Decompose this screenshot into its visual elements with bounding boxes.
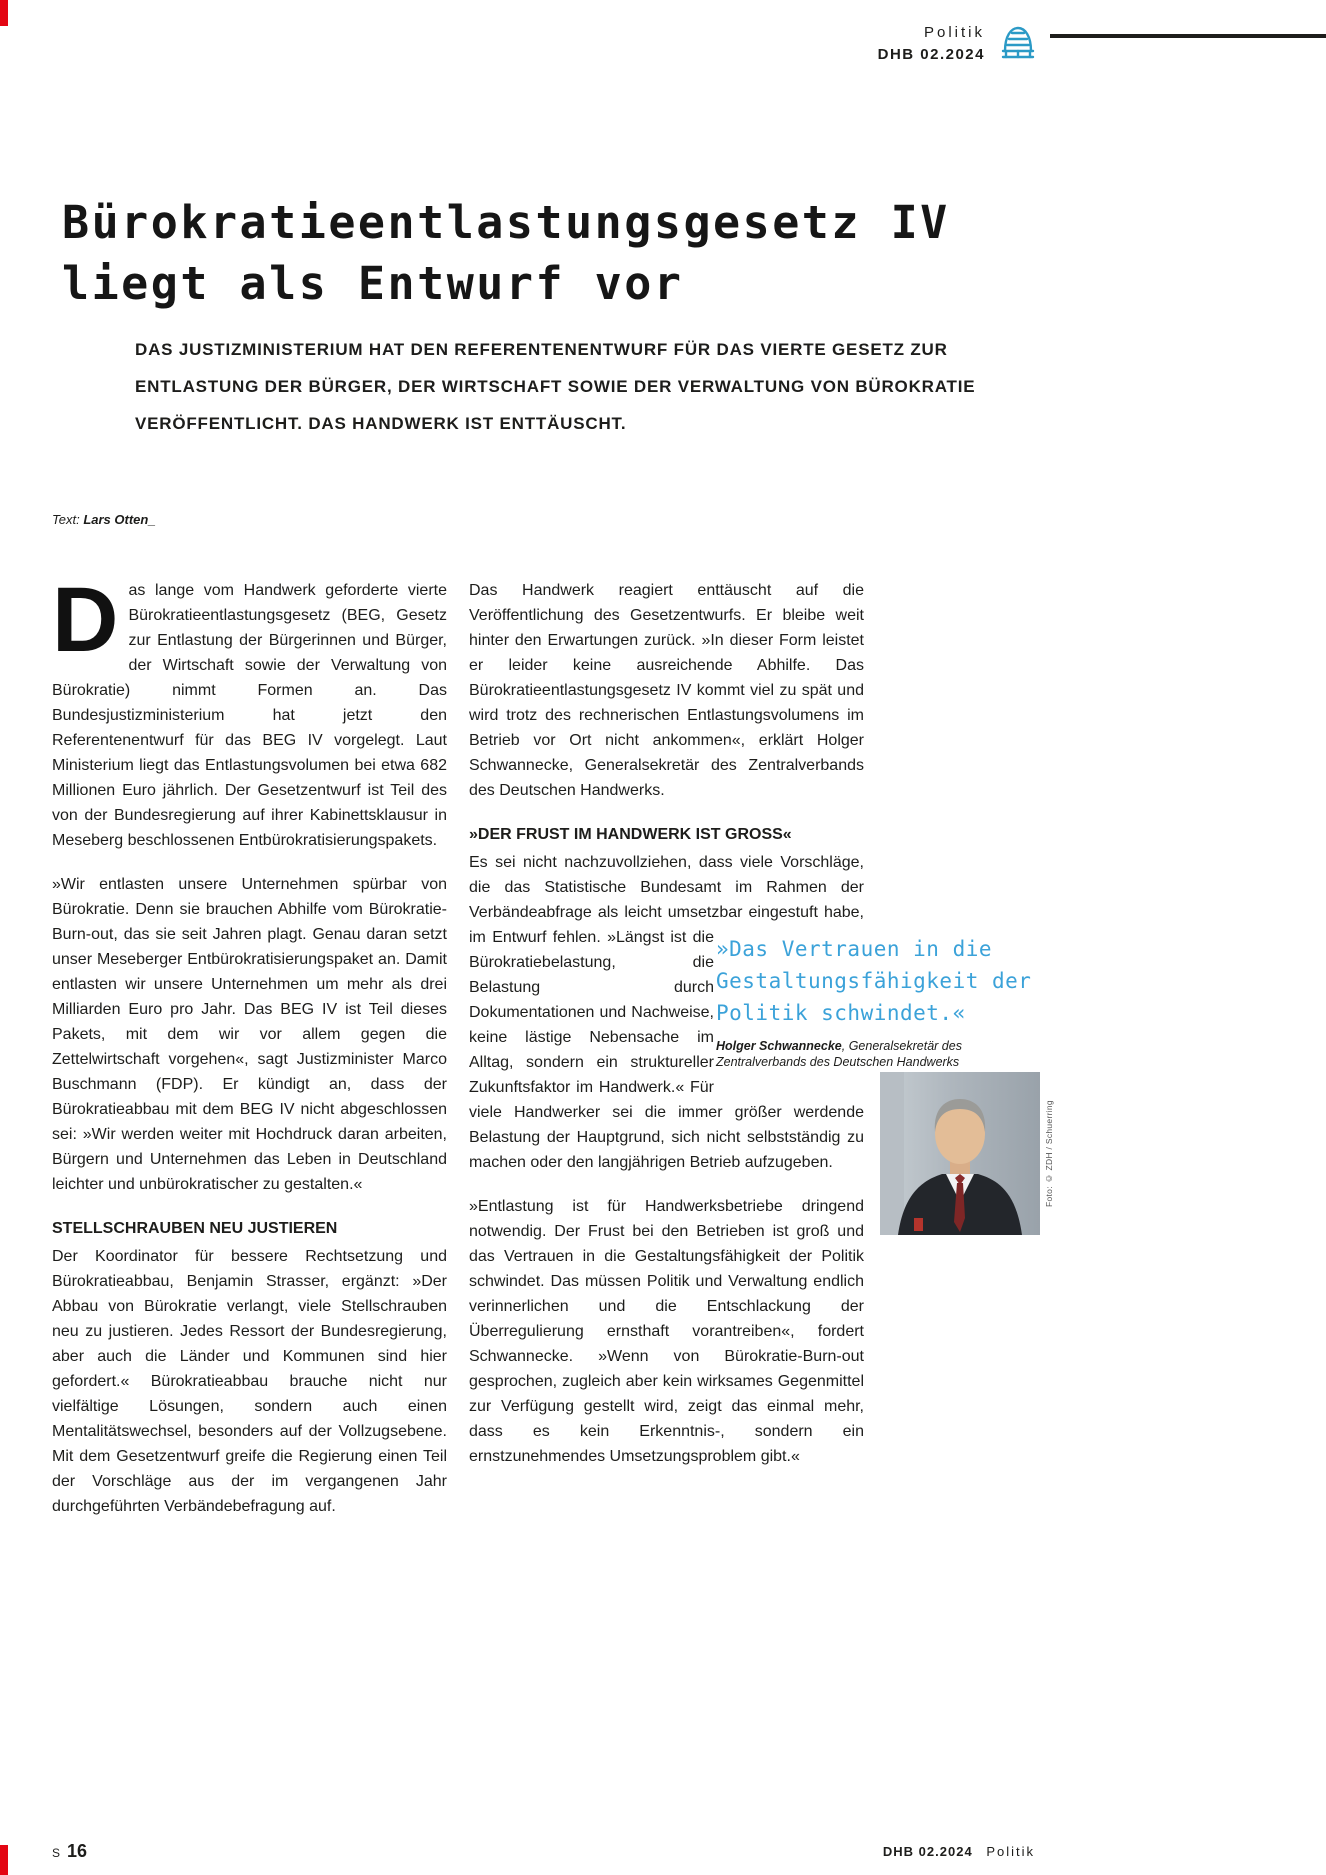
standfirst-line: DAS JUSTIZMINISTERIUM HAT DEN REFERENTENENTWURF FÜR DAS VIERTE GESETZ ZUR — [135, 340, 948, 359]
paragraph-text: Bürokratiebelastung, die Belastung durch Dokumentationen und Nachweise, keine lästige Nebensache im Alltag, sondern ein struktureller Zukunftsfaktor im Handwerk.« Für viele Handwerker sei die immer größer werdende Belastung der Hauptgrund, sich nicht selbstständig zu machen oder den langjährigen Betrieb aufzugeben. — [469, 954, 864, 1171]
column-1 — [52, 569, 447, 1538]
paragraph-text: Das Handwerk reagiert enttäuscht auf die Veröffentlichung des Gesetzentwurfs. Er bleibe weit hinter den Erwartungen zurück. »In dieser Form leistet er leider keine ausreichende Abhilfe. Das Bürokratieentlastungsgesetz IV kommt viel zu spät und wird trotz des rechnerischen Entlastungsvolumens im Betrieb vor Ort nicht ankommen«, erklärt Holger Schwannecke, Generalsekretär des Zentralverbands des Deutschen Handwerks. — [469, 582, 864, 799]
portrait-photo — [880, 1072, 1040, 1235]
pull-quote-line: Gestaltungsfähigkeit der — [716, 969, 1032, 993]
paragraph — [469, 850, 1032, 1175]
footer-left — [52, 1841, 87, 1862]
footer-section: Politik — [986, 1844, 1035, 1859]
red-corner-bar-bottom — [0, 1845, 8, 1875]
header-section-label: Politik — [923, 24, 985, 41]
attribution-role: , Generalsekretär des Zentralverbands des Deutschen Handwerks — [716, 1039, 962, 1069]
page-header — [760, 24, 985, 63]
paragraph — [469, 1194, 864, 1469]
paragraph — [52, 872, 447, 1197]
pull-quote-attribution — [716, 1038, 1050, 1070]
dome-icon — [997, 22, 1039, 64]
photo-credit: Foto: © ZDH / Schuerring — [1044, 1100, 1054, 1207]
header-rule — [1050, 34, 1326, 38]
red-corner-bar-top — [0, 0, 8, 26]
subheading: »DER FRUST IM HANDWERK IST GROSS« — [469, 826, 792, 843]
paragraph-text: »Entlastung ist für Handwerksbetriebe dringend notwendig. Der Frust bei den Betrieben ist groß und das Vertrauen in die Gestaltungsfähigkeit der Politik schwindet. Das müssen Politik und Verwaltung endlich verinnerlichen und die Entschlackung der Überregulierung ernsthaft vorantreiben«, fordert Schwannecke. »Wenn von Bürokratie-Burn-out gesprochen, zugleich aber kein wirksames Gegenmittel zur Verfügung gestellt wird, zeigt das einmal mehr, dass es kein Erkenntnis-, sondern ein ernstzunehmendes Umsetzungsproblem gibt.« — [469, 1198, 864, 1465]
pull-quote-line: Politik schwindet.« — [716, 1001, 966, 1025]
title-line-1: Bürokratieentlastungsgesetz IV — [62, 196, 950, 249]
paragraph — [52, 569, 447, 853]
footer-page-prefix: S — [52, 1846, 61, 1860]
paragraph — [52, 1244, 447, 1519]
page-title — [62, 192, 950, 314]
title-line-2: liegt als Entwurf vor — [62, 257, 684, 310]
drop-cap: D — [52, 569, 119, 671]
attribution-name: Holger Schwannecke — [716, 1039, 842, 1053]
header-issue-label: DHB 02.2024 — [877, 46, 985, 63]
paragraph — [469, 578, 864, 803]
standfirst-line: ENTLASTUNG DER BÜRGER, DER WIRTSCHAFT SOWIE DER VERWALTUNG VON BÜROKRATIE — [135, 377, 976, 396]
byline-author: Lars Otten_ — [83, 512, 156, 527]
footer-right — [883, 1844, 1035, 1859]
pull-quote — [716, 933, 1050, 1070]
standfirst — [135, 331, 1055, 442]
pullquote-anchor — [714, 925, 1032, 1093]
standfirst-line: VERÖFFENTLICHT. DAS HANDWERK IST ENTTÄUSCHT. — [135, 414, 627, 433]
column-2 — [469, 578, 1032, 1538]
article-body — [52, 569, 1032, 1538]
subheading: STELLSCHRAUBEN NEU JUSTIEREN — [52, 1220, 338, 1237]
paragraph-text: as lange vom Handwerk geforderte vierte Bürokratieentlastungsgesetz (BEG, Gesetz zur Entlastung der Bürgerinnen und Bürger, der Wirtschaft sowie der Verwaltung von Bürokratie) nimmt Formen an. Das Bundesjustizministerium hat jetzt den Referentenentwurf für das BEG IV vorgelegt. Laut Ministerium liegt das Entlastungsvolumen bei etwa 682 Millionen Euro jährlich. Der Gesetzentwurf ist Teil des von der Bundesregierung auf ihrer Kabinettsklausur in Meseberg beschlossenen Entbürokratisierungspakets. — [52, 582, 447, 849]
pull-quote-line: »Das Vertrauen in die — [716, 937, 993, 961]
paragraph-text: »Wir entlasten unsere Unternehmen spürbar von Bürokratie. Denn sie brauchen Abhilfe vom Bürokratie-Burn-out, das sie seit Jahren plagt. Genau daran setzt unser Meseberger Entbürokratisierungspaket an. Damit entlasten wir unsere Unternehmen um mehr als drei Milliarden Euro pro Jahr. Das BEG IV ist Teil dieses Pakets, mit dem wir vor allem gegen die Zettelwirtschaft vorgehen«, sagt Justizminister Marco Buschmann (FDP). Er kündigt an, dass der Bürokratieabbau mit dem BEG IV nicht abgeschlossen sei: »Wir werden weiter mit Hochdruck daran arbeiten, Bürgern und Unternehmen das Leben in Deutschland leichter und unbürokratischer zu gestalten.« — [52, 876, 447, 1193]
paragraph-text: Der Koordinator für bessere Rechtsetzung und Bürokratieabbau, Benjamin Strasser, ergänzt: »Der Abbau von Bürokratie verlangt, viele Stellschrauben neu zu justieren. Jedes Ressort der Bundesregierung, aber auch die Länder und Kommunen sind hier gefordert.« Bürokratieabbau brauche nicht nur vielfältige Lösungen, sondern auch einen Mentalitätswechsel, besonders auf der Vollzugsebene. Mit dem Gesetzentwurf greife die Regierung einen Teil der Vorschläge aus der im vergangenen Jahr durchgeführten Verbändebefragung auf. — [52, 1248, 447, 1515]
byline-label: Text: — [52, 512, 80, 527]
footer-page-number: 16 — [67, 1841, 88, 1861]
byline — [52, 512, 156, 527]
paragraph-text: Es sei nicht nachzuvollziehen, dass viele Vorschläge, die das Statistische Bundesamt im Rahmen der Verbändeabfrage als leicht umsetzbar eingestuft habe, im Entwurf fehlen. »Längst ist die — [469, 854, 864, 946]
footer-issue: DHB 02.2024 — [882, 1844, 973, 1859]
